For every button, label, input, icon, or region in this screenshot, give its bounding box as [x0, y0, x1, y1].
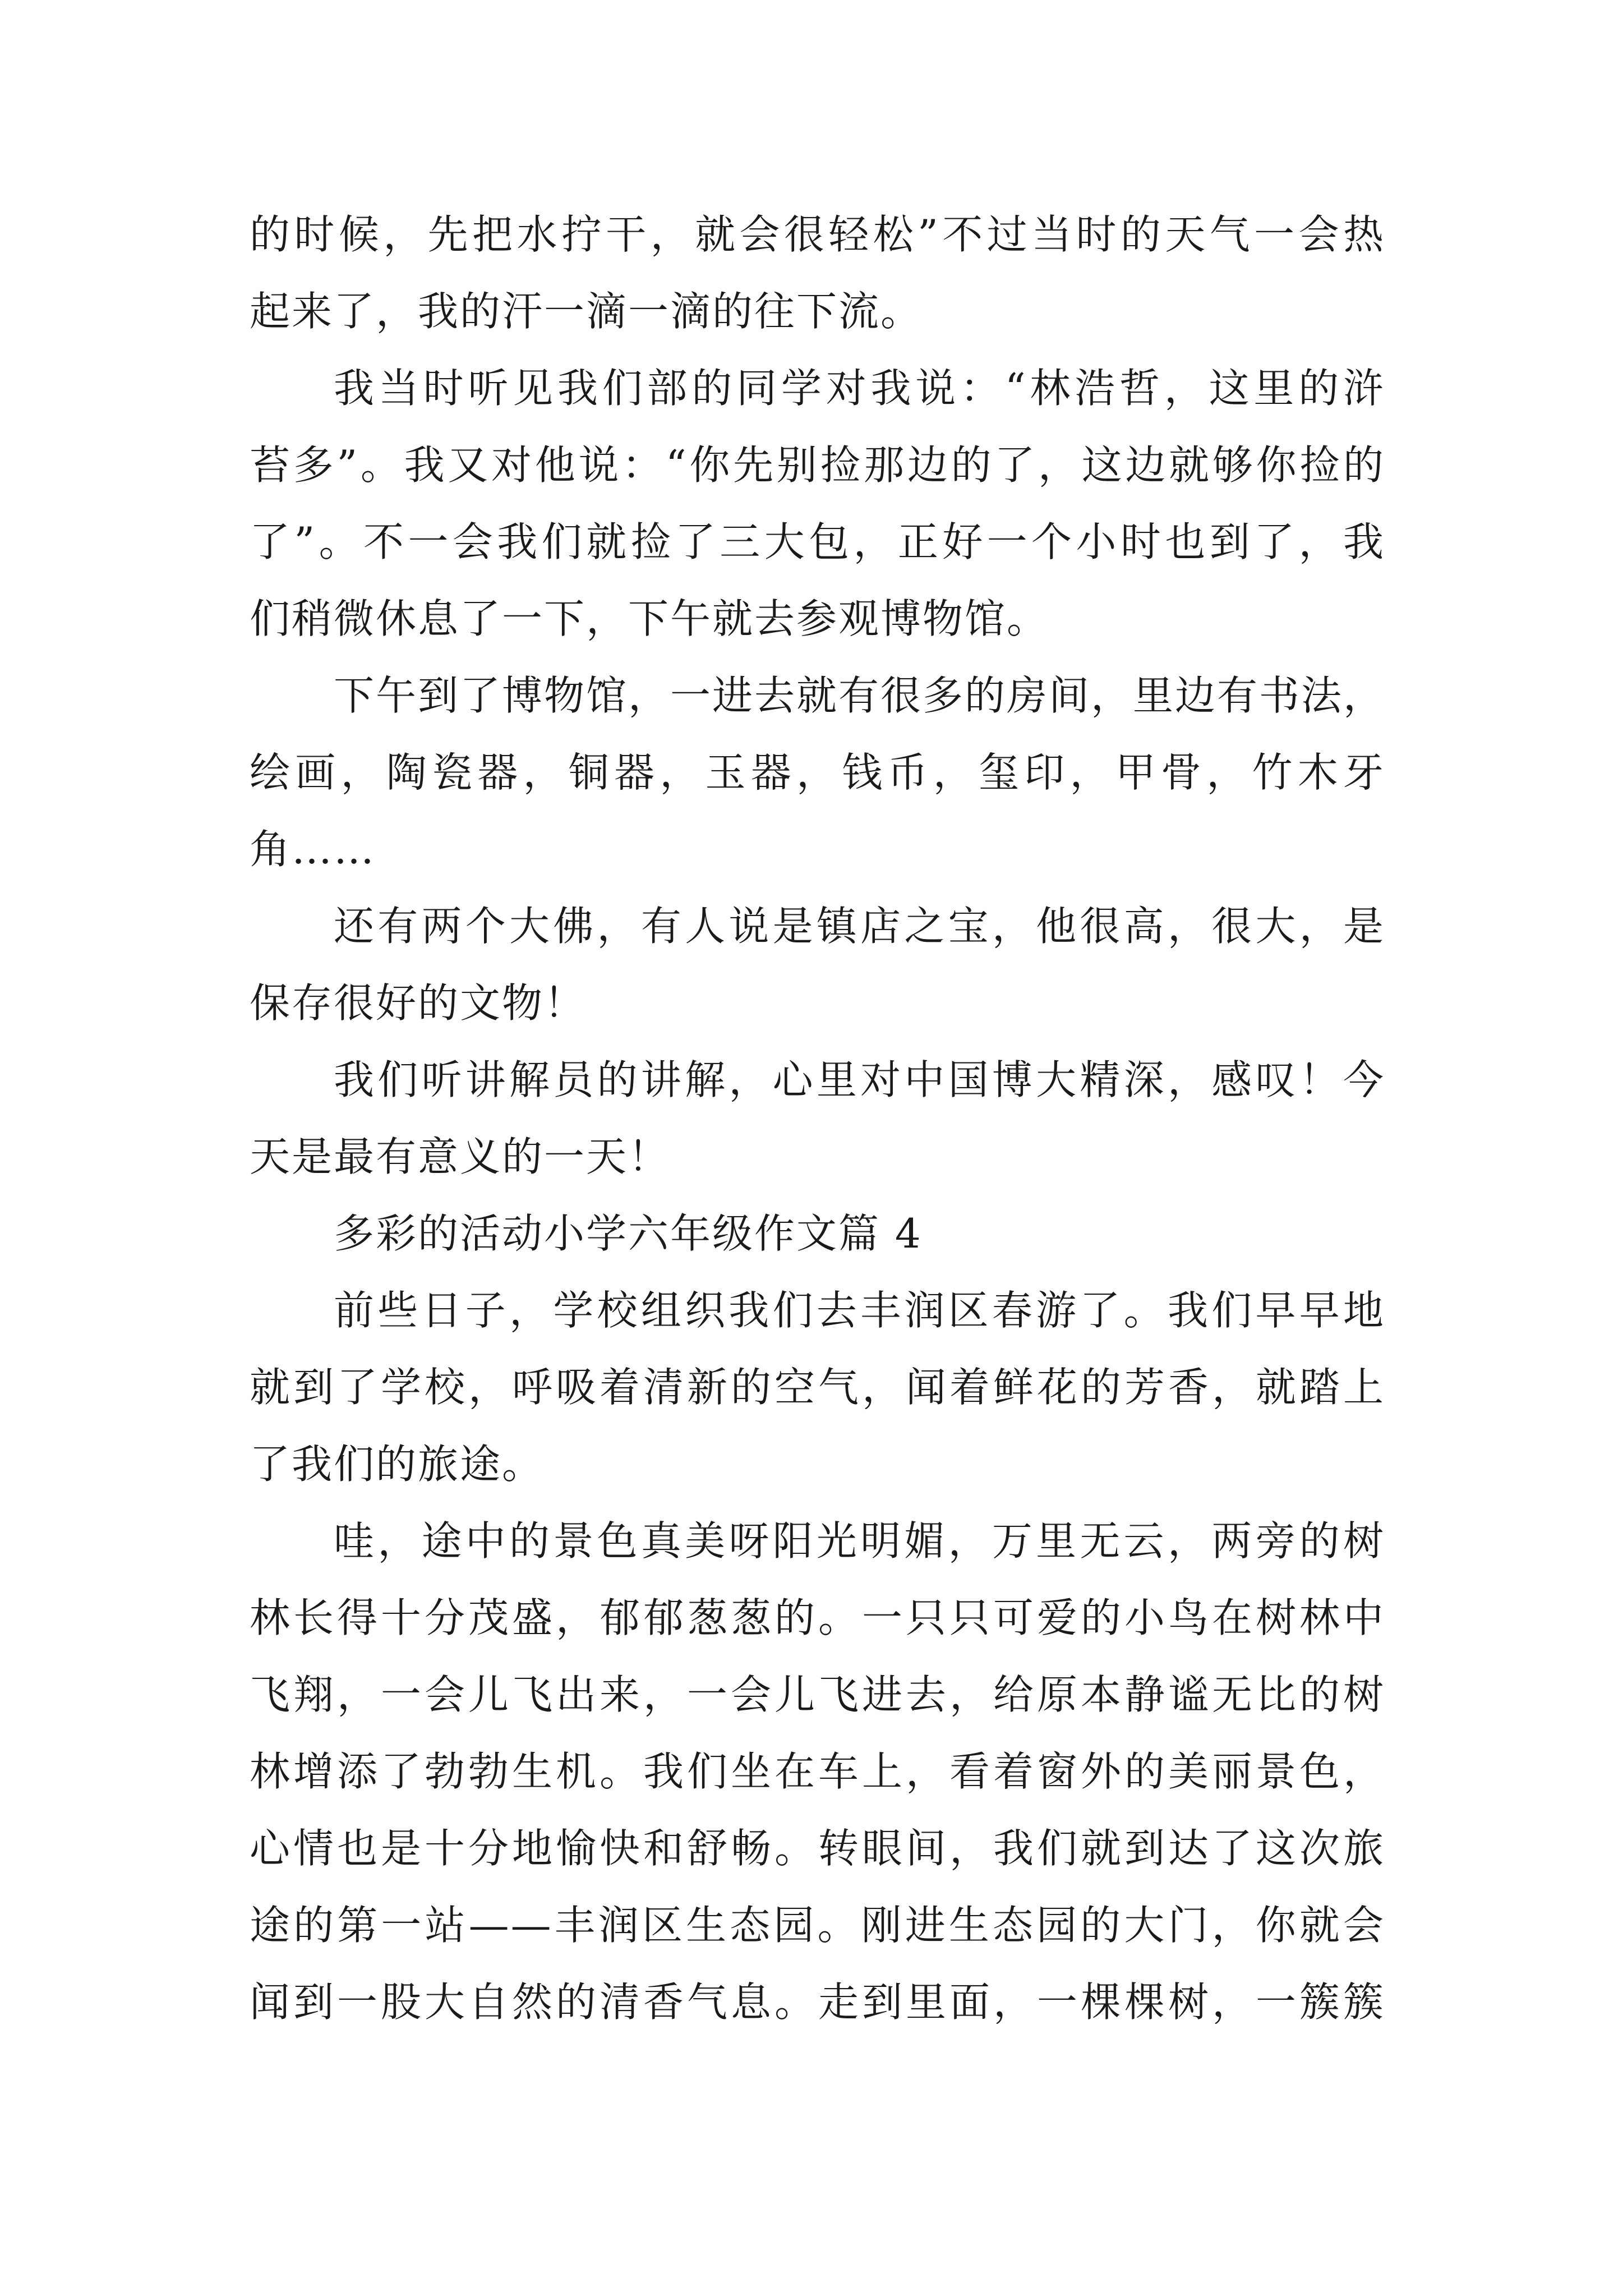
- text-line: 前些日子，学校组织我们去丰润区春游了。我们早早地: [334, 1287, 1385, 1334]
- paragraph: [250, 888, 1385, 1042]
- paragraph: [250, 1272, 1385, 1503]
- text-line: 保存很好的文物！: [250, 979, 587, 1027]
- paragraph: [250, 657, 1385, 888]
- text-line: 起来了，我的汗一滴一滴的往下流。: [250, 288, 923, 335]
- paragraph: [250, 1042, 1385, 1195]
- section-heading: [250, 1195, 1385, 1272]
- text-line: 林长得十分茂盛，郁郁葱葱的。一只只可爱的小鸟在树林中: [250, 1594, 1385, 1641]
- paragraph-continuation: [250, 196, 1385, 350]
- text-line: 绘画，陶瓷器，铜器，玉器，钱币，玺印，甲骨，竹木牙: [250, 749, 1385, 796]
- text-line: 我当时听见我们部的同学对我说：“林浩哲，这里的浒: [334, 365, 1385, 412]
- paragraph: [250, 350, 1385, 657]
- text-line: 林增添了勃勃生机。我们坐在车上，看着窗外的美丽景色，: [250, 1748, 1385, 1795]
- document-body: [250, 196, 1385, 2041]
- heading-text: 多彩的活动小学六年级作文篇 4: [334, 1210, 923, 1257]
- paragraph: [250, 1503, 1385, 2041]
- text-line: 心情也是十分地愉快和舒畅。转眼间，我们就到达了这次旅: [250, 1825, 1385, 1872]
- text-line: 苔多”。我又对他说：“你先别捡那边的了，这边就够你捡的: [250, 441, 1385, 489]
- text-line: 我们听讲解员的讲解，心里对中国博大精深，感叹！今: [334, 1056, 1385, 1103]
- text-line: 了我们的旅途。: [250, 1441, 545, 1488]
- text-line: 途的第一站——丰润区生态园。刚进生态园的大门，你就会: [250, 1902, 1385, 1949]
- text-line: 还有两个大佛，有人说是镇店之宝，他很高，很大，是: [334, 903, 1385, 950]
- text-line: 了”。不一会我们就捡了三大包，正好一个小时也到了，我: [250, 518, 1385, 565]
- text-line: 哇，途中的景色真美呀阳光明媚，万里无云，两旁的树: [334, 1517, 1385, 1565]
- text-line: 角……: [250, 826, 376, 873]
- text-line: 天是最有意义的一天！: [250, 1133, 671, 1180]
- text-line: 们稍微休息了一下，下午就去参观博物馆。: [250, 595, 1049, 642]
- text-line: 下午到了博物馆，一进去就有很多的房间，里边有书法，: [334, 672, 1386, 719]
- text-line: 的时候，先把水拧干，就会很轻松”不过当时的天气一会热: [250, 211, 1385, 258]
- text-line: 就到了学校，呼吸着清新的空气，闻着鲜花的芳香，就踏上: [250, 1364, 1385, 1411]
- text-line: 闻到一股大自然的清香气息。走到里面，一棵棵树，一簇簇: [250, 1978, 1385, 2026]
- text-line: 飞翔，一会儿飞出来，一会儿飞进去，给原本静谧无比的树: [250, 1671, 1385, 1718]
